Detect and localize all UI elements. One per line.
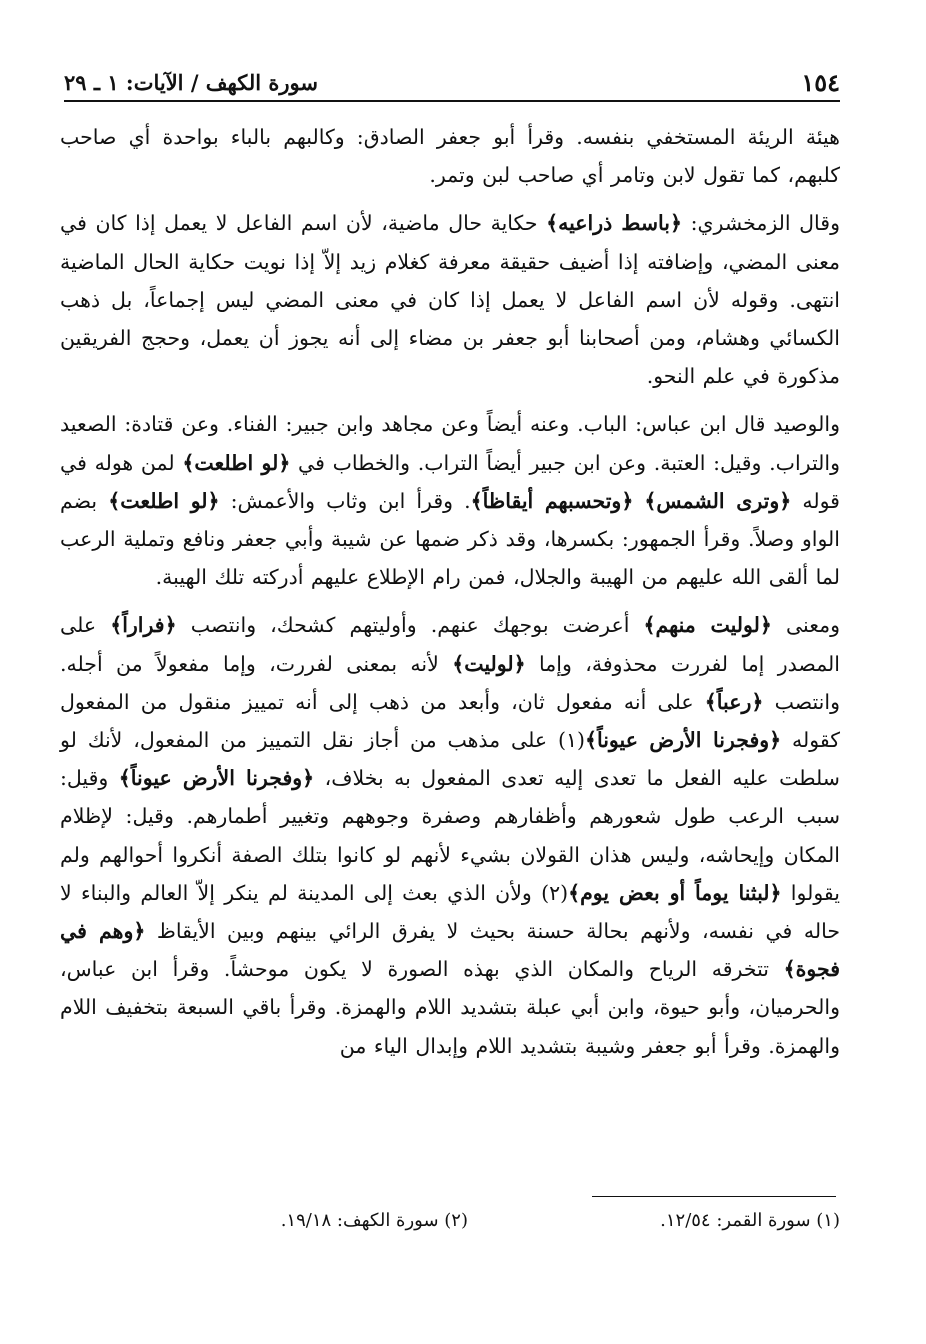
quranic-quote: ﴿فراراً﴾ — [110, 613, 177, 638]
running-header — [64, 66, 840, 102]
quranic-quote: ﴿وفجرنا الأرض عيوناً﴾ — [584, 728, 782, 753]
quranic-quote: ﴿لوليت منهم﴾ — [643, 613, 772, 638]
quranic-quote: ﴿لوليت﴾ — [452, 651, 526, 676]
running-title: سورة الكهف / الآيات: ١ ـ ٢٩ — [64, 70, 318, 95]
quranic-quote: ﴿وتحسبهم أيقاظاً﴾ — [470, 488, 634, 513]
paragraph: والوصيد قال ابن عباس: الباب. وعنه أيضاً وعن مجاهد وابن جبير: الفناء. وعن قتادة: الصعيد والتراب. وقيل: العتبة. وعن ابن جبير أيضاً التراب. والخطاب في ﴿لو اطلعت﴾ لمن هوله في قوله ﴿وترى الشمس﴾ ﴿وتحسبهم أيقاظاً﴾. وقرأ ابن وثاب والأعمش: ﴿لو اطلعت﴾ بضم الواو وصلاً. وقرأ الجمهور: بكسرها، وقد ذكر ضمها عن شيبة وأبي جعفر ونافع وتملية الرعب لما ألقى الله عليهم من الهيبة والجلال، فمن رام الإطلاع عليهم أدركته تلك الهيبة. — [60, 412, 840, 590]
footnote-separator — [592, 1196, 836, 1197]
quranic-quote: ﴿باسط ذراعيه﴾ — [546, 211, 683, 236]
quranic-quote: ﴿لو اطلعت﴾ — [182, 450, 291, 475]
footnotes — [64, 1210, 840, 1250]
paragraph: هيئة الريئة المستخفي بنفسه. وقرأ أبو جعفر الصادق: وكالبهم بالباء بواحدة أي صاحب كلبهم، كما تقول لابن وتامر أي صاحب لبن وتمر. — [60, 125, 840, 188]
page-number: ١٥٤ — [801, 68, 840, 97]
paragraph: ومعنى ﴿لوليت منهم﴾ أعرضت بوجهك عنهم. وأوليتهم كشحك، وانتصب ﴿فراراً﴾ على المصدر إما لفررت محذوفة، وإما ﴿لوليت﴾ لأنه بمعنى لفررت، وإما مفعولاً من أجله. وانتصب ﴿رعباً﴾ على أنه مفعول ثان، وأبعد من ذهب إلى أنه تمييز منقول من المفعول كقوله ﴿وفجرنا الأرض عيوناً﴾(١) على مذهب من أجاز نقل التمييز من المفعول، لأنك لو سلطت عليه الفعل ما تعدى إليه تعدى المفعول به بخلاف، ﴿وفجرنا الأرض عيوناً﴾ وقيل: سبب الرعب طول شعورهم وأظفارهم وصفرة وجوههم وتغيير أطمارهم. وقيل: لإظلام المكان وإيحاشه، وليس هذان القولان بشيء لأنهم لو كانوا بتلك الصفة أنكروا أحوالهم ولم يقولوا ﴿لبثنا يوماً أو بعض يوم﴾(٢) ولأن الذي بعث إلى المدينة لم ينكر إلاّ العالم والبناء لا حاله في نفسه، ولأنهم بحالة حسنة بحيث لا يفرق الرائي بينهم وبين الأيقاظ ﴿وهم في فجوة﴾ تتخرقه الرياح والمكان الذي بهذه الصورة لا يكون موحشاً. وقرأ ابن عباس، والحرميان، وأبو حيوة، وابن أبي عبلة بتشديد اللام والهمزة. وقرأ باقي السبعة بتخفيف اللام والهمزة. وقرأ أبو جعفر وشيبة بتشديد اللام وإبدال الياء من — [60, 613, 840, 1058]
quranic-quote: ﴿وترى الشمس﴾ — [644, 488, 792, 513]
quranic-quote: ﴿وهم في فجوة﴾ — [60, 919, 840, 982]
quranic-quote: ﴿لبثنا يوماً أو بعض يوم﴾ — [568, 880, 782, 905]
footnote: (٢) سورة الكهف: ١٩/١٨. — [280, 1210, 468, 1231]
paragraph: وقال الزمخشري: ﴿باسط ذراعيه﴾ حكاية حال ماضية، لأن اسم الفاعل لا يعمل إذا كان في معنى المضي، وإضافته إذا أضيف حقيقة معرفة كغلام زيد إلاّ إذا نويت حكاية الحال الماضية انتهى. وقوله لأن اسم الفاعل لا يعمل إذا كان في معنى المضي ليس إجماعاً، بل ذهب الكسائي وهشام، ومن أصحابنا أبو جعفر بن مضاء إلى أنه يجوز أن يعمل، وحجج الفريقين مذكورة في علم النحو. — [60, 211, 840, 389]
quranic-quote: ﴿وفجرنا الأرض عيوناً﴾ — [118, 766, 315, 791]
quranic-quote: ﴿لو اطلعت﴾ — [108, 488, 220, 513]
main-text — [60, 118, 840, 1075]
quranic-quote: ﴿رعباً﴾ — [704, 689, 764, 714]
footnote: (١) سورة القمر: ١٢/٥٤. — [660, 1210, 840, 1231]
